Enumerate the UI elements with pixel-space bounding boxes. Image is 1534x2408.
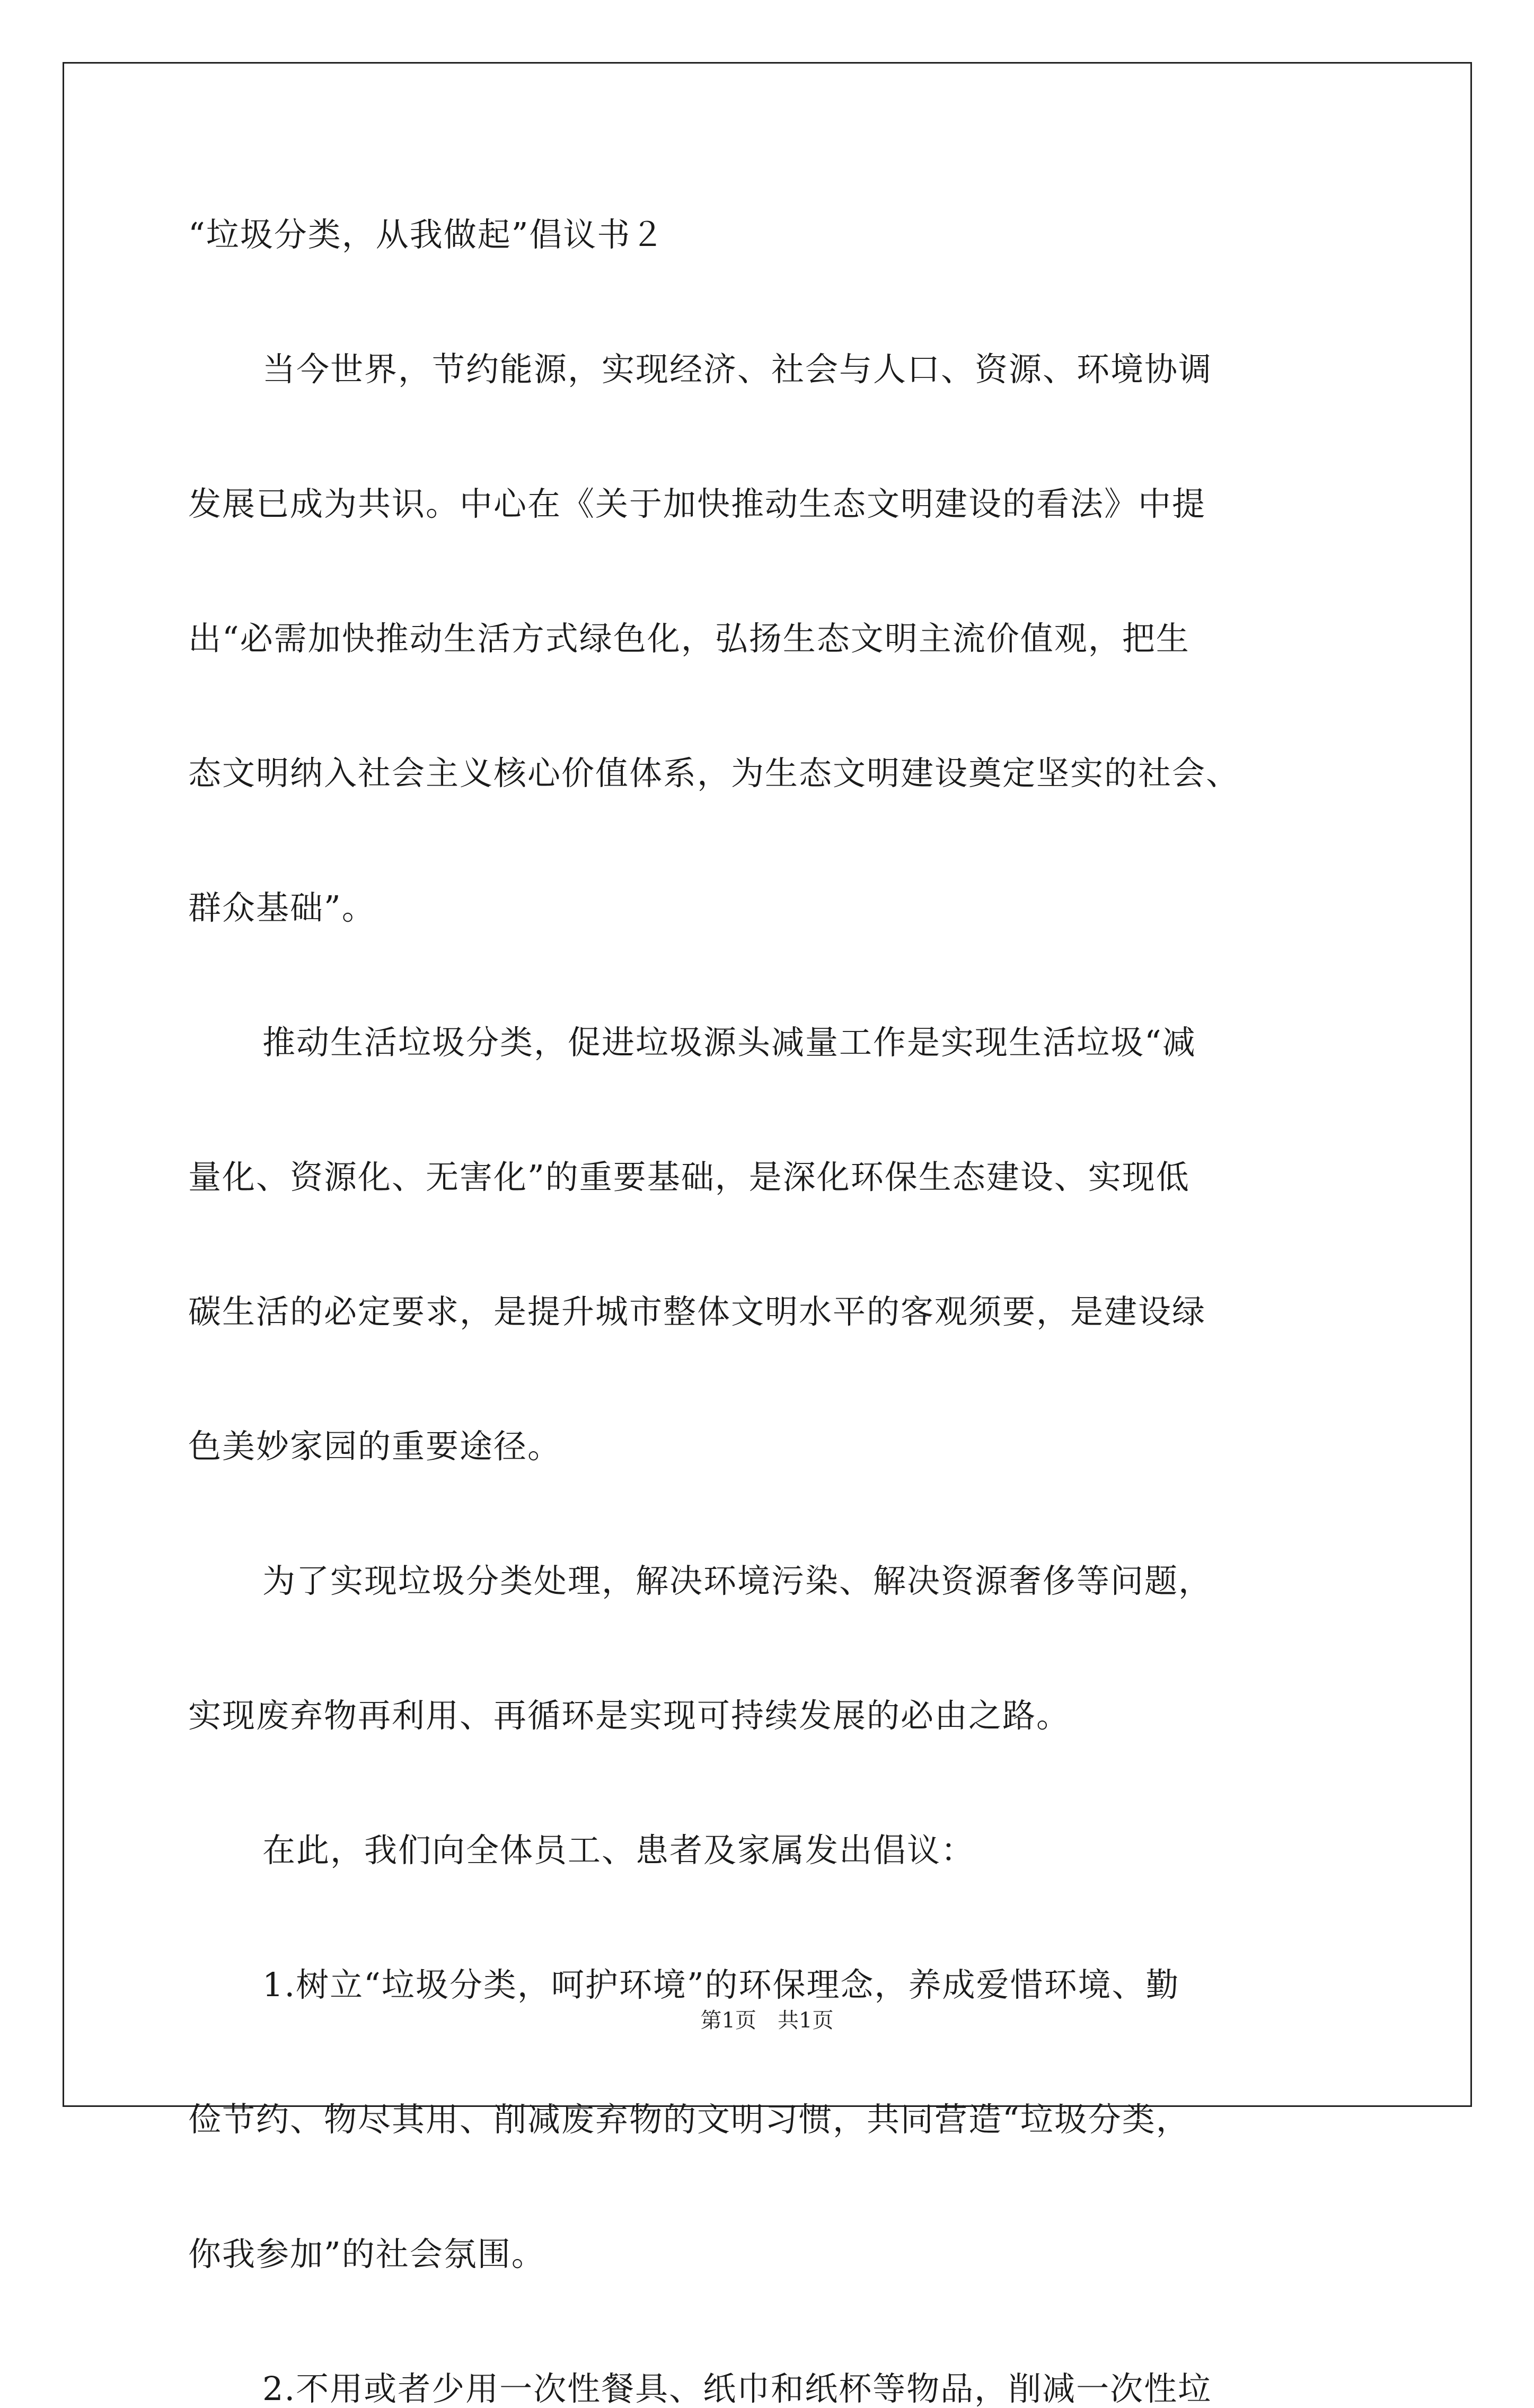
paragraph-line: 碳生活的必定要求，是提升城市整体文明水平的客观须要，是建设绿 [188, 1292, 1206, 1331]
paragraph-line: 2.不用或者少用一次性餐具、纸巾和纸杯等物品，削减一次性垃 [262, 2369, 1212, 2408]
paragraph-line: 实现废弃物再利用、再循环是实现可持续发展的必由之路。 [188, 1696, 1071, 1735]
paragraph-line: 出“必需加快推动生活方式绿色化，弘扬生态文明主流价值观，把生 [188, 619, 1190, 658]
document-title: “垃圾分类，从我做起”倡议书２ [188, 215, 665, 254]
paragraph-line: 态文明纳入社会主义核心价值体系，为生态文明建设奠定坚实的社会、 [188, 754, 1240, 792]
paragraph-line: 推动生活垃圾分类，促进垃圾源头减量工作是实现生活垃圾“减 [262, 1023, 1196, 1062]
page-number-footer: 第1页 共1页 [700, 2008, 834, 2033]
paragraph-line: 1.树立“垃圾分类，呵护环境”的环保理念，养成爱惜环境、勤 [262, 1965, 1180, 2004]
paragraph-line: 为了实现垃圾分类处理，解决环境污染、解决资源奢侈等问题， [262, 1562, 1213, 1600]
paragraph-line: 你我参加”的社会氛围。 [188, 2235, 545, 2273]
paragraph-line: 色美妙家园的重要途径。 [188, 1427, 562, 1466]
paragraph-line: 量化、资源化、无害化”的重要基础，是深化环保生态建设、实现低 [188, 1158, 1190, 1196]
paragraph-line: 俭节约、物尽其用、削减废弃物的文明习惯，共同营造“垃圾分类， [188, 2100, 1190, 2139]
paragraph-line: 群众基础”。 [188, 888, 376, 927]
paragraph-line: 在此，我们向全体员工、患者及家属发出倡议： [262, 1831, 975, 1869]
paragraph-line: 发展已成为共识。中心在《关于加快推动生态文明建设的看法》中提 [188, 484, 1206, 523]
paragraph-line: 当今世界，节约能源，实现经济、社会与人口、资源、环境协调 [262, 350, 1213, 389]
